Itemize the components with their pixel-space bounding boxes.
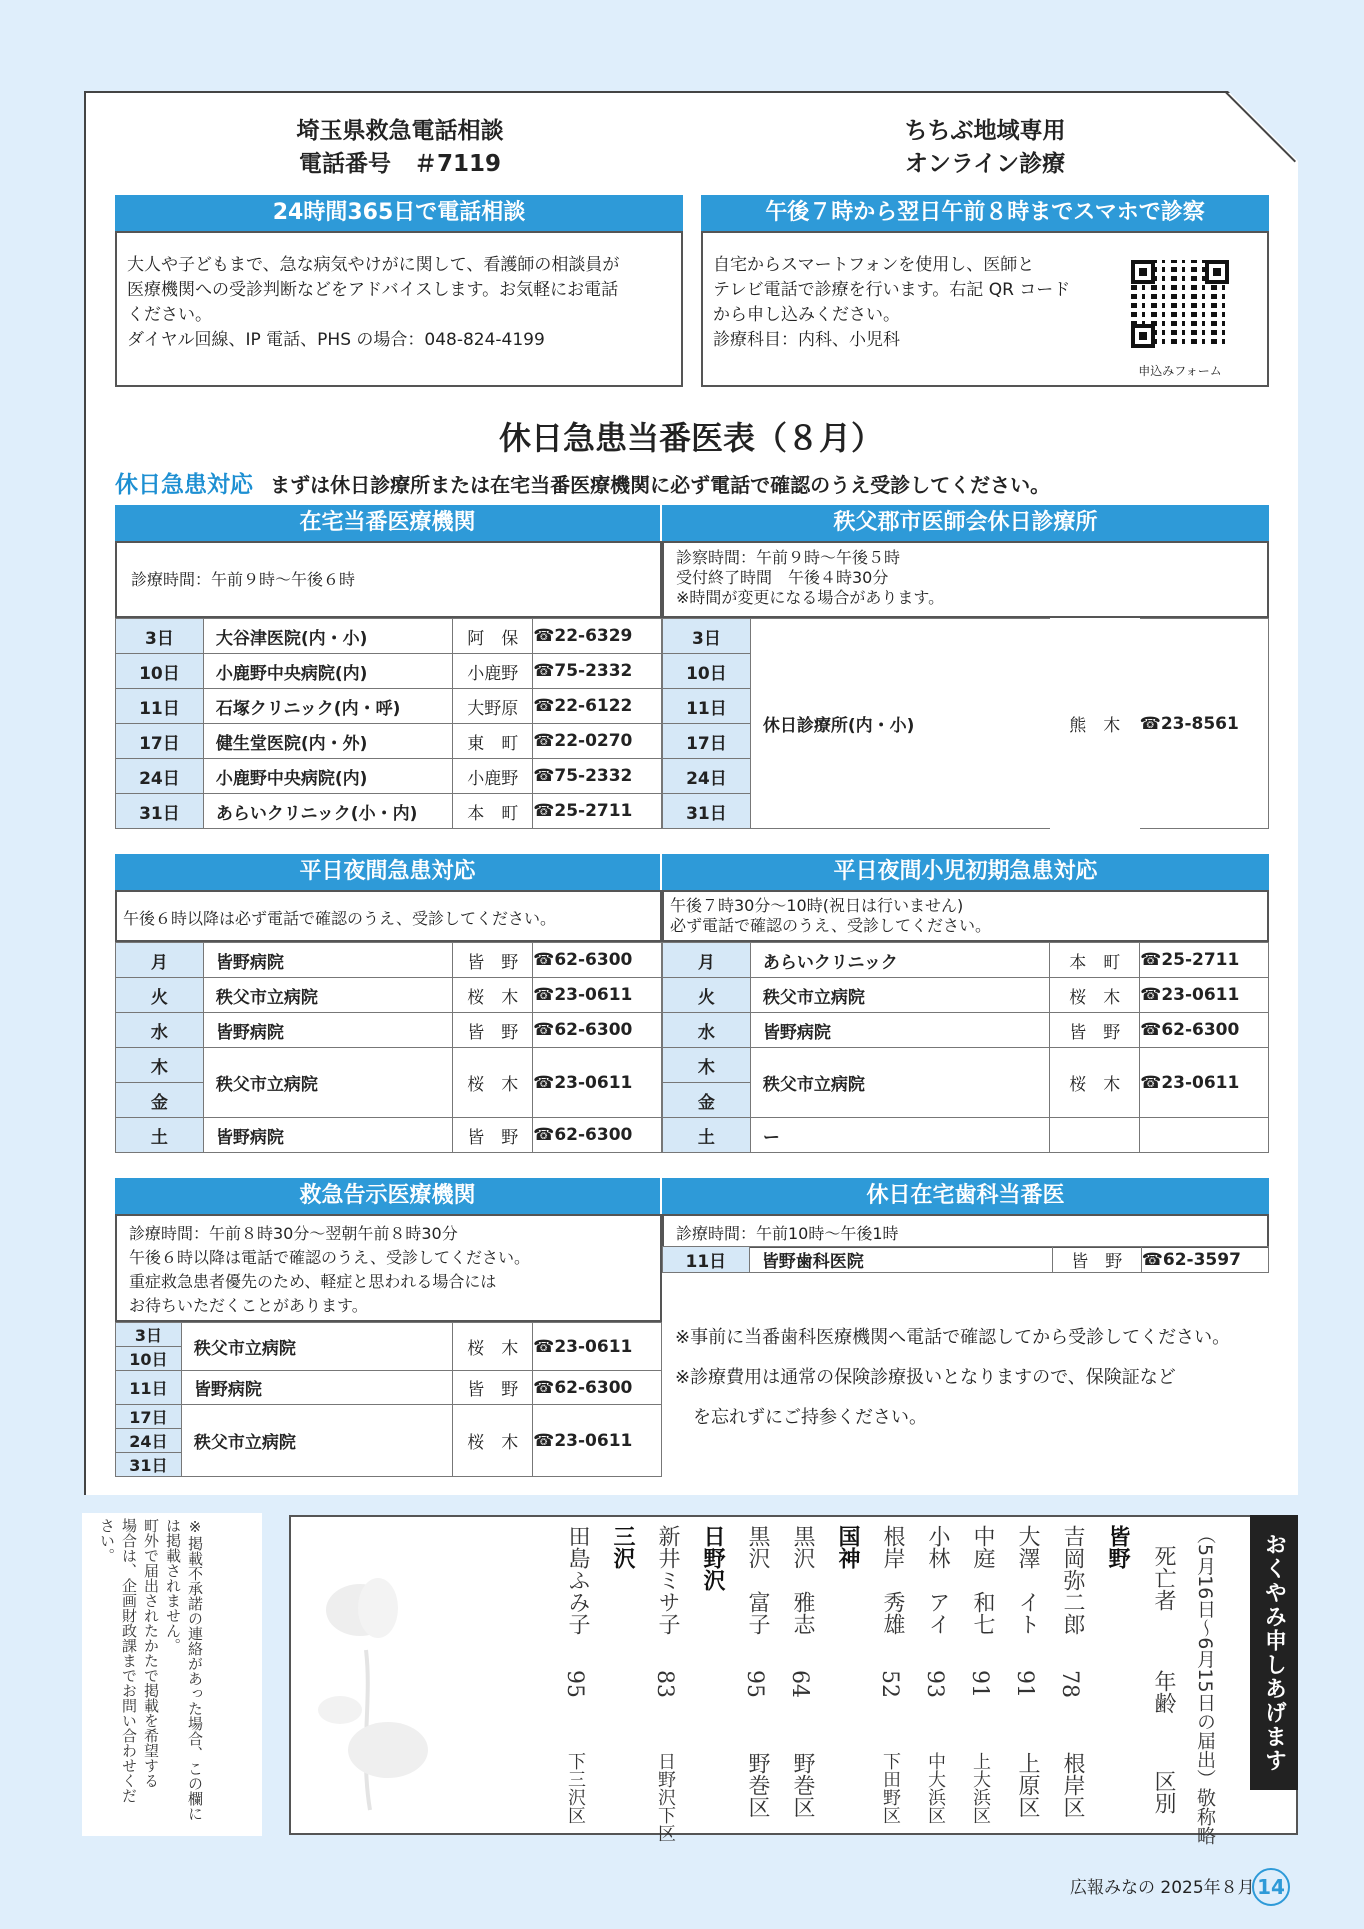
clinic-name: あらいクリニック — [750, 943, 1049, 978]
weekday-night-note: 午後６時以降は必ず電話で確認のうえ、受診してください。 — [115, 890, 662, 942]
emergency-header: 救急告示医療機関 — [115, 1178, 660, 1214]
deceased-age: 52 — [877, 1670, 902, 1698]
clinic-name: 秩父市立病院 — [203, 978, 452, 1013]
day-cell: 17日 — [116, 1405, 182, 1429]
area-cell: 皆 野 — [453, 1371, 533, 1405]
area-cell: 桜 木 — [453, 1048, 533, 1118]
online-title-line1: ちちぶ地域専用 — [904, 118, 1066, 144]
table-row — [116, 1405, 662, 1429]
deceased-area: 中大浜区 — [925, 1752, 946, 1824]
area-cell: 大野原 — [453, 689, 533, 724]
condolence-sidenote — [96, 1518, 206, 1821]
day-cell: 木 — [116, 1048, 204, 1083]
condolence-period: （5月16日〜6月15日の届出）敬称略 — [1194, 1525, 1216, 1845]
dental-note: を忘れずにご持参ください。 — [675, 1407, 927, 1428]
deceased-area: 下田野区 — [880, 1752, 901, 1824]
table-row — [116, 943, 662, 978]
column-header-name: 死亡者 — [1151, 1545, 1176, 1611]
clinic-name: 皆野病院 — [750, 1013, 1049, 1048]
day-cell: 3日 — [116, 619, 204, 654]
deceased-area: 上原区 — [1015, 1752, 1040, 1818]
table-row — [663, 1013, 1269, 1048]
clinic-name: あらいクリニック(小・内) — [203, 794, 452, 829]
day-cell: 10日 — [663, 654, 751, 689]
area-cell: 小鹿野 — [453, 759, 533, 794]
day-cell: 10日 — [116, 654, 204, 689]
column-header-age: 年齢 — [1151, 1670, 1176, 1714]
deceased-age: 91 — [1012, 1670, 1037, 1698]
deceased-area: 下三沢区 — [565, 1752, 586, 1824]
main-title: 休日急患当番医表（８月） — [498, 419, 883, 457]
clinic-name: 皆野病院 — [203, 943, 452, 978]
deceased-name: 根岸 秀雄 — [880, 1525, 905, 1635]
day-cell: 木 — [663, 1048, 751, 1083]
phone-cell: ☎23-0611 — [533, 1405, 662, 1477]
holiday-home-hours: 診療時間：午前９時〜午後６時 — [115, 541, 662, 618]
dental-table — [662, 1246, 1269, 1273]
sidenote-line: 場合は、企画財政課までお問い合わせくだ — [120, 1518, 138, 1803]
weekday-child-note — [662, 890, 1269, 942]
consult-body — [115, 231, 683, 387]
deceased-name: 小林 アイ — [925, 1525, 950, 1635]
table-row — [116, 619, 662, 654]
table-row — [663, 978, 1269, 1013]
day-cell: 土 — [663, 1118, 751, 1153]
area-cell: 桜 木 — [1050, 978, 1140, 1013]
table-row — [116, 759, 662, 794]
phone-cell: ☎62-6300 — [533, 1371, 662, 1405]
lead-text: まずは休日診療所または在宅当番医療機関に必ず電話で確認のうえ受診してください。 — [270, 473, 1051, 497]
deceased-area: 日野沢下区 — [655, 1752, 676, 1842]
table-row — [116, 1048, 662, 1083]
dental-area: 皆 野 — [1052, 1247, 1141, 1273]
day-cell: 月 — [116, 943, 204, 978]
clinic-hours-line: 診察時間：午前９時〜午後５時 — [676, 548, 901, 567]
online-title-line2: オンライン診療 — [904, 151, 1066, 177]
table-row — [116, 724, 662, 759]
phone-cell: ☎23-0611 — [1140, 978, 1269, 1013]
deceased-name: 黒沢 雅志 — [790, 1525, 815, 1635]
emergency-note-line: 重症救急患者優先のため、軽症と思われる場合には — [129, 1272, 497, 1291]
phone-cell: ☎62-6300 — [533, 1013, 662, 1048]
area-cell: 本 町 — [1050, 943, 1140, 978]
phone-cell: ☎75-2332 — [533, 654, 662, 689]
holiday-home-header: 在宅当番医療機関 — [115, 505, 660, 541]
area-cell: 阿 保 — [453, 619, 533, 654]
consult-line: 医療機関への受診判断などをアドバイスします。お気軽にお電話 — [127, 280, 619, 300]
town-name: 三沢 — [610, 1525, 635, 1569]
table-row — [663, 1048, 1269, 1083]
holiday-clinic-header: 秩父郡市医師会休日診療所 — [662, 505, 1269, 541]
phone-cell: ☎75-2332 — [533, 759, 662, 794]
area-cell: 小鹿野 — [453, 654, 533, 689]
clinic-name: 小鹿野中央病院(内) — [203, 759, 452, 794]
day-cell: 月 — [663, 943, 751, 978]
day-cell: 11日 — [116, 1371, 182, 1405]
phone-cell: ☎62-6300 — [1140, 1013, 1269, 1048]
clinic-name: ー — [750, 1118, 1049, 1153]
day-cell: 11日 — [116, 689, 204, 724]
dental-note: ※診療費用は通常の保険診療扱いとなりますので、保険証など — [675, 1367, 1176, 1388]
consult-line: 大人や子どもまで、急な病気やけがに関して、看護師の相談員が — [127, 255, 620, 275]
phone-cell — [1140, 1118, 1269, 1153]
dental-header: 休日在宅歯科当番医 — [662, 1178, 1269, 1214]
table-row — [663, 1118, 1269, 1153]
qr-code[interactable] — [1131, 260, 1229, 348]
table-row — [116, 978, 662, 1013]
deceased-age: 83 — [652, 1670, 677, 1698]
table-row — [116, 1371, 662, 1405]
clinic-name: 小鹿野中央病院(内) — [203, 654, 452, 689]
sidenote-line: ※掲載不承諾の連絡があった場合、この欄に — [186, 1518, 204, 1821]
day-cell: 水 — [116, 1013, 204, 1048]
deceased-age: 64 — [787, 1670, 812, 1698]
town-name: 日野沢 — [700, 1525, 725, 1591]
consult-line: ください。 — [127, 305, 212, 325]
clinic-name: 健生堂医院(内・外) — [203, 724, 452, 759]
phone-cell: ☎62-6300 — [533, 943, 662, 978]
consult-line: ダイヤル回線、IP 電話、PHS の場合：048-824-4199 — [127, 330, 545, 350]
emergency-note-line: お待ちいただくことがあります。 — [129, 1296, 368, 1315]
area-cell: 皆 野 — [453, 1118, 533, 1153]
dental-hours: 診療時間：午前10時〜午後1時 — [662, 1214, 1269, 1248]
clinic-name: 秩父市立病院 — [750, 978, 1049, 1013]
clinic-name: 石塚クリニック(内・呼) — [203, 689, 452, 724]
phone-cell: ☎23-0611 — [533, 978, 662, 1013]
sidenote-line: は掲載されません。 — [164, 1518, 182, 1653]
day-cell: 火 — [116, 978, 204, 1013]
weekday-night-table — [115, 942, 662, 1153]
emergency-table — [115, 1322, 662, 1477]
area-cell: 皆 野 — [453, 1013, 533, 1048]
area-cell: 皆 野 — [1050, 1013, 1140, 1048]
consult-bar: 24時間365日で電話相談 — [115, 195, 683, 231]
phone-cell: ☎23-0611 — [533, 1323, 662, 1371]
online-bar: 午後７時から翌日午前８時までスマホで診察 — [701, 195, 1269, 231]
clinic-name: 皆野病院 — [181, 1371, 452, 1405]
day-cell: 土 — [116, 1118, 204, 1153]
clinic-hours-line: ※時間が変更になる場合があります。 — [676, 588, 945, 607]
day-cell: 3日 — [116, 1323, 182, 1347]
deceased-name: 田島ふみ子 — [565, 1525, 590, 1635]
day-cell: 31日 — [663, 794, 751, 829]
deceased-age: 91 — [967, 1670, 992, 1698]
area-cell: 東 町 — [453, 724, 533, 759]
table-row — [116, 689, 662, 724]
table-row — [116, 654, 662, 689]
day-cell: 水 — [663, 1013, 751, 1048]
day-cell: 31日 — [116, 794, 204, 829]
clinic-hours-line: 受付終了時間 午後４時30分 — [676, 568, 889, 587]
area-cell: 本 町 — [453, 794, 533, 829]
deceased-name: 中庭 和七 — [970, 1525, 995, 1635]
phone-cell: ☎23-0611 — [533, 1048, 662, 1118]
footer-publication: 広報みなの 2025年８月 — [1070, 1878, 1255, 1898]
deceased-age: 93 — [922, 1670, 947, 1698]
day-cell: 金 — [116, 1083, 204, 1118]
table-row — [116, 1323, 662, 1347]
deceased-age: 95 — [562, 1670, 587, 1698]
dental-tel: ☎62-3597 — [1141, 1247, 1268, 1273]
day-cell: 24日 — [116, 759, 204, 794]
deceased-area: 上大浜区 — [970, 1752, 991, 1824]
area-cell: 桜 木 — [453, 978, 533, 1013]
deceased-area: 野巻区 — [790, 1752, 815, 1818]
phone-cell: ☎22-0270 — [533, 724, 662, 759]
clinic-name: 皆野病院 — [203, 1118, 452, 1153]
deceased-name: 吉岡弥二郎 — [1060, 1525, 1085, 1635]
weekday-night-header: 平日夜間急患対応 — [115, 854, 660, 890]
sidenote-line: 町外で届出されたかたで掲載を希望する — [142, 1518, 160, 1788]
area-cell: 桜 木 — [453, 1405, 533, 1477]
holiday-clinic-hours — [662, 541, 1269, 618]
clinic-name: 休日診療所(内・小) — [750, 619, 1049, 829]
lead-line — [115, 466, 1295, 499]
deceased-age: 78 — [1057, 1670, 1082, 1698]
deceased-age: 95 — [742, 1670, 767, 1698]
online-line: 自宅からスマートフォンを使用し、医師と — [713, 255, 1035, 275]
qr-caption: 申込みフォーム — [1138, 364, 1222, 378]
clinic-name: 秩父市立病院 — [750, 1048, 1049, 1118]
table-row — [116, 1118, 662, 1153]
page-number: 14 — [1252, 1868, 1290, 1906]
clinic-name: 大谷津医院(内・小) — [203, 619, 452, 654]
dental-note: ※事前に当番歯科医療機関へ電話で確認してから受診してください。 — [675, 1327, 1231, 1348]
sidenote-line: さい。 — [98, 1518, 116, 1563]
phone-cell: ☎25-2711 — [533, 794, 662, 829]
phone-cell: ☎22-6122 — [533, 689, 662, 724]
condolence-title: おくやみ申しあげます — [1250, 1515, 1298, 1790]
deceased-area: 野巻区 — [745, 1752, 770, 1818]
child-note-line: 必ず電話で確認のうえ、受診してください。 — [670, 916, 991, 935]
consult-title-line1: 埼玉県救急電話相談 — [296, 118, 504, 144]
dental-row — [663, 1247, 1269, 1273]
deceased-name: 大澤 イト — [1015, 1525, 1040, 1635]
online-line: から申し込みください。 — [713, 305, 900, 325]
online-line: テレビ電話で診療を行います。右記 QR コード — [713, 280, 1071, 300]
online-title — [700, 115, 1270, 181]
table-row — [663, 619, 1269, 654]
lead-label: 休日急患対応 — [115, 472, 253, 498]
day-cell: 金 — [663, 1083, 751, 1118]
deceased-name: 黒沢 富子 — [745, 1525, 770, 1635]
emergency-note-line: 午後６時以降は電話で確認のうえ、受診してください。 — [129, 1248, 530, 1267]
town-name: 皆野 — [1105, 1525, 1130, 1569]
day-cell: 31日 — [116, 1453, 182, 1477]
holiday-home-table — [115, 618, 662, 829]
phone-cell: ☎25-2711 — [1140, 943, 1269, 978]
area-cell: 熊 木 — [1069, 716, 1121, 736]
day-cell: 17日 — [116, 724, 204, 759]
day-cell: 11日 — [663, 689, 751, 724]
clinic-name: 秩父市立病院 — [203, 1048, 452, 1118]
lotus-illustration-icon — [300, 1530, 440, 1830]
dental-name: 皆野歯科医院 — [749, 1247, 1052, 1273]
child-note-line: 午後７時30分〜10時(祝日は行いません) — [670, 896, 964, 915]
consult-phone-number: 電話番号 ＃7119 — [298, 151, 501, 177]
dental-day: 11日 — [663, 1247, 750, 1273]
area-cell: 桜 木 — [453, 1323, 533, 1371]
emergency-note — [115, 1214, 662, 1322]
phone-cell: ☎23-8561 — [1140, 619, 1269, 829]
table-row — [116, 794, 662, 829]
day-cell: 10日 — [116, 1347, 182, 1371]
area-cell — [1050, 1118, 1140, 1153]
day-cell: 24日 — [663, 759, 751, 794]
day-cell: 3日 — [663, 619, 751, 654]
clinic-name: 秩父市立病院 — [181, 1323, 452, 1371]
clinic-name: 皆野病院 — [203, 1013, 452, 1048]
phone-cell: ☎23-0611 — [1140, 1048, 1269, 1118]
column-header-area: 区別 — [1151, 1770, 1176, 1814]
online-line: 診療科目：内科、小児科 — [713, 330, 900, 350]
holiday-clinic-table — [662, 618, 1269, 829]
emergency-note-line: 診療時間：午前８時30分〜翌朝午前８時30分 — [129, 1224, 458, 1243]
area-cell: 皆 野 — [453, 943, 533, 978]
weekday-child-header: 平日夜間小児初期急患対応 — [662, 854, 1269, 890]
day-cell: 24日 — [116, 1429, 182, 1453]
weekday-child-table — [662, 942, 1269, 1153]
table-row — [663, 943, 1269, 978]
area-cell: 桜 木 — [1050, 1048, 1140, 1118]
table-row — [116, 1013, 662, 1048]
clinic-name: 秩父市立病院 — [181, 1405, 452, 1477]
dental-notes — [675, 1318, 1285, 1438]
consult-title — [115, 115, 685, 181]
phone-cell: ☎22-6329 — [533, 619, 662, 654]
town-name: 国神 — [835, 1525, 860, 1569]
deceased-area: 根岸区 — [1060, 1752, 1085, 1818]
day-cell: 17日 — [663, 724, 751, 759]
day-cell: 火 — [663, 978, 751, 1013]
phone-cell: ☎62-6300 — [533, 1118, 662, 1153]
deceased-name: 新井ミサ子 — [655, 1525, 680, 1635]
